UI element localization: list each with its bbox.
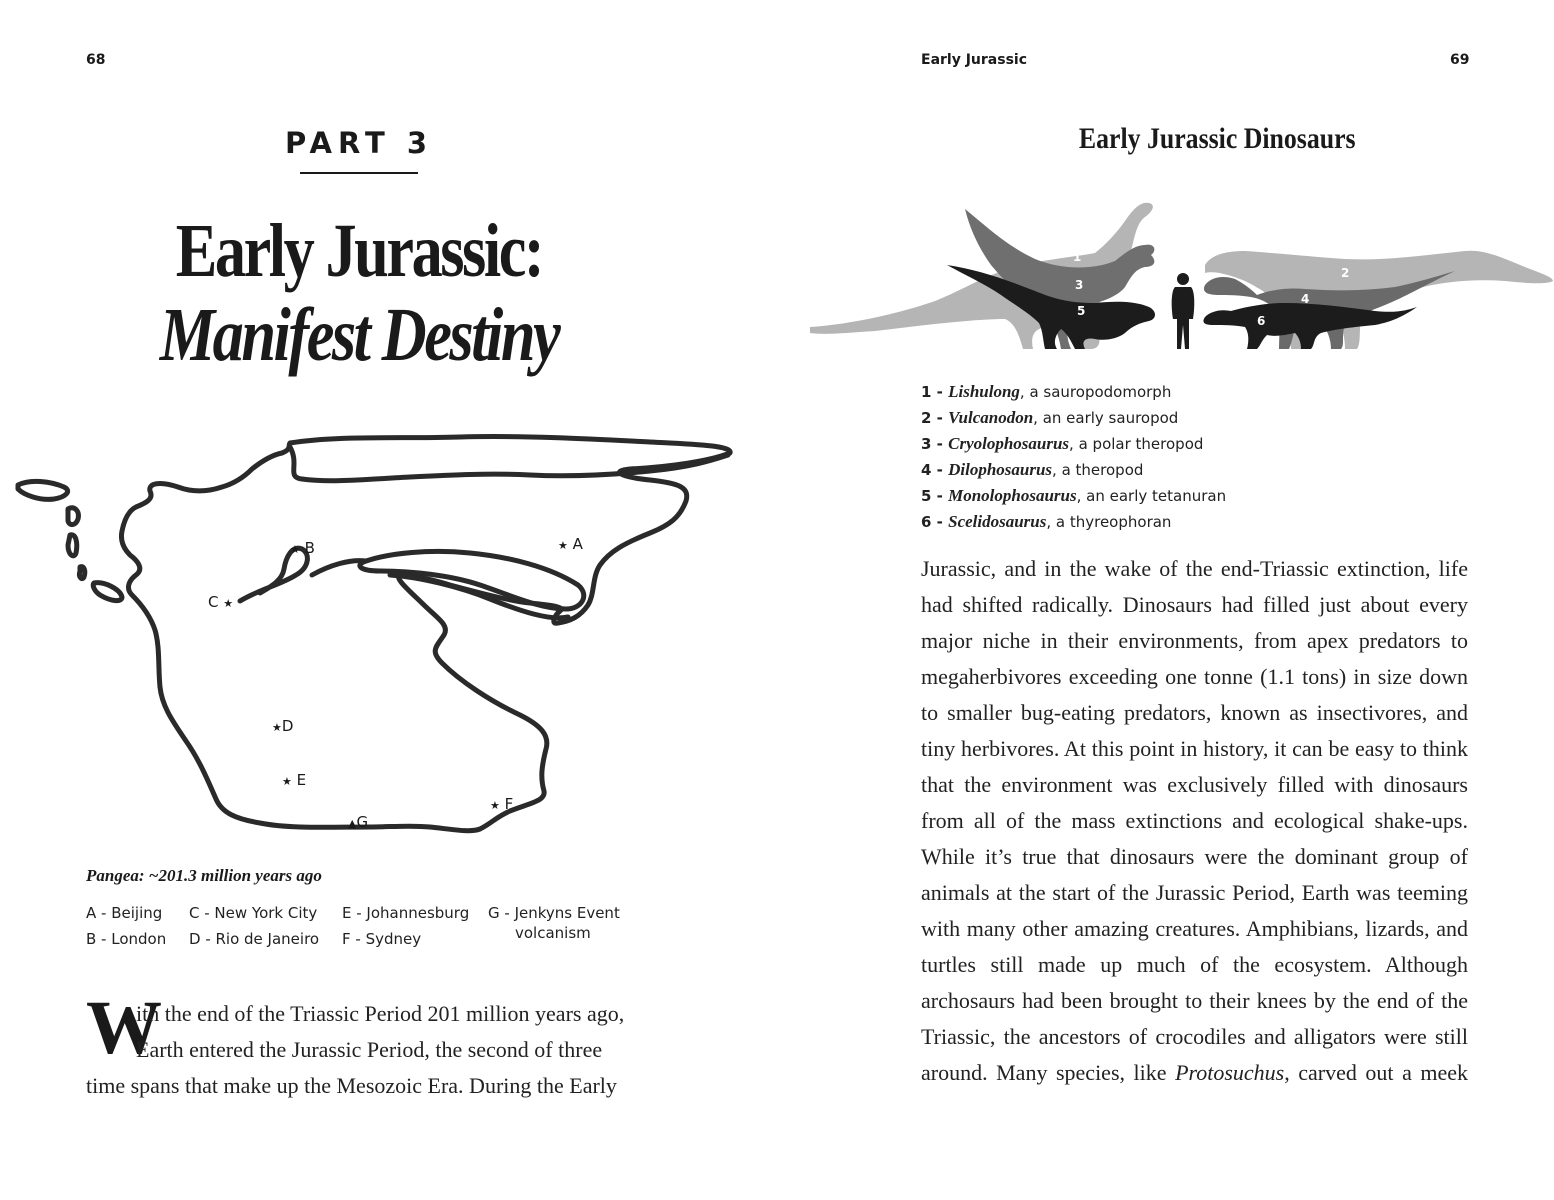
- figure-number-4: 4: [1301, 292, 1310, 306]
- body-text-line: Triassic, the ancestors of crocodiles and alligators were still: [921, 1024, 1468, 1049]
- eastern-coast-inlet: [240, 548, 307, 601]
- dinosaur-list-item: 3 - Cryolophosaurus, a polar theropod: [921, 434, 1204, 453]
- page-number-left: 68: [86, 52, 106, 68]
- body-text-line: with many other amazing creatures. Amphibians, lizards, and: [921, 916, 1468, 941]
- northern-landmass: [290, 447, 728, 481]
- body-text-line: archosaurs had been brought to their knees by the end of the: [921, 988, 1468, 1013]
- body-text-line: had shifted radically. Dinosaurs had filled just about every: [921, 592, 1468, 617]
- dinosaur-list-item: 1 - Lishulong, a sauropodomorph: [921, 382, 1172, 401]
- figure-number-6: 6: [1257, 314, 1266, 328]
- island-4: [79, 567, 84, 579]
- body-text-line: While it’s true that dinosaurs were the dominant group of: [921, 844, 1468, 869]
- intro-line-1: ith the end of the Triassic Period 201 million years ago,: [136, 1001, 625, 1026]
- intro-line-3: time spans that make up the Mesozoic Era. During the Early: [86, 1073, 617, 1098]
- legend-item-f: F - Sydney: [342, 930, 422, 948]
- map-marker-e: ★ E: [282, 771, 307, 789]
- figure-number-1: 1: [1073, 250, 1082, 264]
- island-1: [18, 481, 68, 499]
- pangea-map: [10, 425, 740, 845]
- map-marker-g: ▲G: [348, 813, 369, 831]
- map-marker-d: ★D: [272, 717, 294, 735]
- drop-cap: W: [86, 986, 162, 1070]
- dinosaur-silhouette-scelidosaurus: [1203, 303, 1417, 349]
- dinosaur-list-item: 6 - Scelidosaurus, a thyreophoran: [921, 512, 1172, 531]
- chapter-title-line-2: Manifest Destiny: [159, 293, 559, 377]
- body-text-line: to smaller bug-eating predators, known as insectivores, and: [921, 700, 1468, 725]
- map-caption: Pangea: ~201.3 million years ago: [86, 866, 322, 885]
- dinosaur-size-comparison: [805, 195, 1554, 360]
- human-silhouette-icon: [1172, 273, 1195, 349]
- map-marker-b: ★ B: [290, 539, 315, 557]
- legend-item-g: G - Jenkyns Event: [488, 904, 620, 922]
- island-3: [68, 535, 77, 556]
- figure-number-3: 3: [1075, 278, 1084, 292]
- section-heading: Early Jurassic Dinosaurs: [1078, 122, 1356, 155]
- legend-item-d: D - Rio de Janeiro: [189, 930, 320, 948]
- map-marker-a: ★ A: [558, 535, 583, 553]
- map-marker-f: ★ F: [490, 795, 514, 813]
- map-marker-c: C ★: [208, 593, 234, 611]
- dinosaur-list-item: 4 - Dilophosaurus, a theropod: [921, 460, 1144, 479]
- body-text-line: Jurassic, and in the wake of the end-Triassic extinction, life: [921, 556, 1468, 581]
- legend-item-a: A - Beijing: [86, 904, 163, 922]
- island-5: [93, 583, 122, 601]
- dinosaur-list-item: 2 - Vulcanodon, an early sauropod: [921, 408, 1179, 427]
- body-text-line: from all of the mass extinctions and ecological shake-ups.: [921, 808, 1468, 833]
- figure-number-5: 5: [1077, 304, 1086, 318]
- body-text-line: turtles still made up much of the ecosystem. Although: [921, 952, 1468, 977]
- page-number-right: 69: [1450, 52, 1470, 68]
- body-text-line: tiny herbivores. At this point in history, it can be easy to think: [921, 736, 1468, 761]
- body-text-line: that the environment was exclusively filled with dinosaurs: [921, 772, 1468, 797]
- legend-item-b: B - London: [86, 930, 167, 948]
- legend-item-c: C - New York City: [189, 904, 318, 922]
- legend-item-e: E - Johannesburg: [342, 904, 470, 922]
- island-2: [68, 508, 78, 525]
- body-text-line: major niche in their environments, from apex predators to: [921, 628, 1468, 653]
- intro-line-2: Earth entered the Jurassic Period, the second of three: [136, 1037, 603, 1062]
- dinosaur-list-item: 5 - Monolophosaurus, an early tetanuran: [921, 486, 1227, 505]
- tethys-channel-outer: [360, 551, 584, 609]
- chapter-title-line-1: Early Jurassic:: [175, 209, 543, 293]
- part-rule: [300, 172, 418, 174]
- figure-number-2: 2: [1341, 266, 1350, 280]
- body-text-line-last: around. Many species, like Protosuchus, carved out a meek: [921, 1060, 1469, 1085]
- legend-item-g-continued: volcanism: [515, 924, 591, 942]
- body-text-line: megaherbivores exceeding one tonne (1.1 tons) in size down: [921, 664, 1468, 689]
- running-head: Early Jurassic: [921, 52, 1028, 68]
- pangea-outline: [121, 437, 730, 831]
- body-text-line: animals at the start of the Jurassic Period, Earth was teeming: [921, 880, 1468, 905]
- part-label: PART 3: [284, 126, 434, 160]
